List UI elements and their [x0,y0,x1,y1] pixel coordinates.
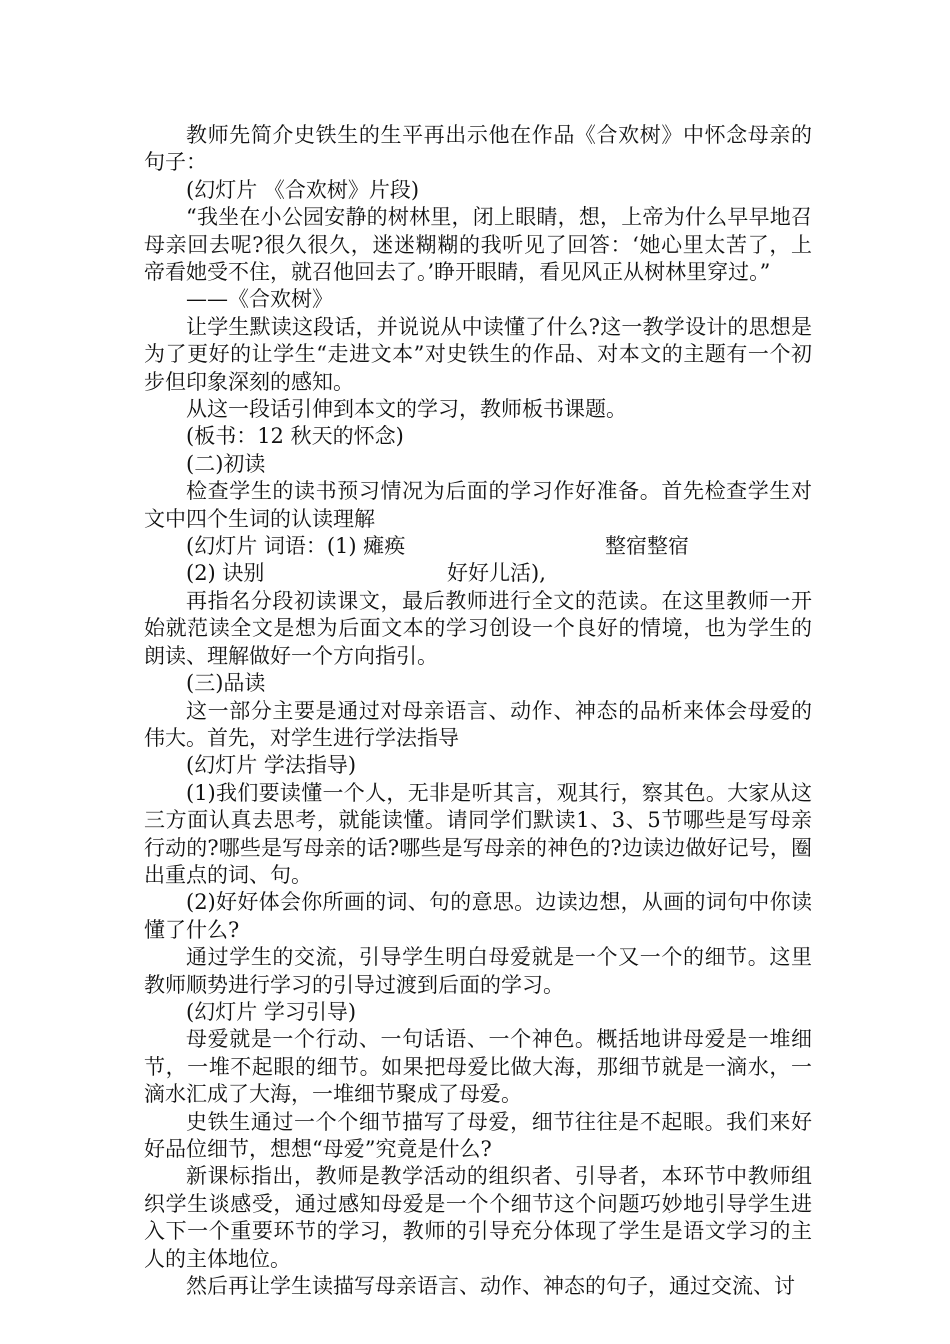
paragraph-slide-guide: (幻灯片 学习引导) [186,999,357,1024]
paragraph-final: 然后再让学生读描写母亲语言、动作、神态的句子，通过交流、讨 [186,1274,795,1299]
vocab-row-1-word2: 整宿整宿 [605,534,689,559]
paragraph-quote: “我坐在小公园安静的树林里，闭上眼睛，想，上帝为什么早早地召母亲回去呢?很久很久，迷迷糊糊的我听见了回答：‘她心里太苦了，上帝看她受不住，就召他回去了。’睁开眼睛，看见风正从树林里穿过。” [144,205,812,285]
vocab-row-2-word2: 好好儿活), [447,561,546,586]
section-heading-close-reading: (三)品读 [186,671,266,696]
document-body [144,122,812,1300]
vocab-row-1 [144,533,812,560]
paragraph-method-intro: 这一部分主要是通过对母亲语言、动作、神态的品析来体会母爱的伟大。首先，对学生进行学法指导 [144,698,812,750]
paragraph-intro: 教师先简介史铁生的生平再出示他在作品《合欢树》中怀念母亲的句子： [144,123,812,175]
paragraph-check-preview: 检查学生的读书预习情况为后面的学习作好准备。首先检查学生对文中四个生词的认读理解 [144,479,812,531]
paragraph-mother-love: 母爱就是一个行动、一句话语、一个神色。概括地讲母爱是一堆细节，一堆不起眼的细节。如果把母爱比做大海，那细节就是一滴水，一滴水汇成了大海，一堆细节聚成了母爱。 [144,1027,812,1107]
paragraph-board: (板书：12 秋天的怀念) [186,424,404,449]
paragraph-curriculum: 新课标指出，教师是教学活动的组织者、引导者，本环节中教师组织学生谈感受，通过感知母爱是一个个细节这个问题巧妙地引导学生进入下一个重要环节的学习，教师的引导充分体现了学生是语文学习的主人的主体地位。 [144,1164,812,1271]
vocab-row-1-prefix: (幻灯片 词语：(1) 瘫痪 [186,534,406,559]
paragraph-method-1: (1)我们要读懂一个人，无非是听其言，观其行，察其色。大家从这三方面认真去思考，就能读懂。请同学们默读1、3、5节哪些是写母亲行动的?哪些是写母亲的话?哪些是写母亲的神色的?边读边做好记号，圈出重点的词、句。 [144,780,812,887]
vocab-row-2-prefix: (2) 诀别 [186,561,265,586]
paragraph-quote-source: ——《合欢树》 [186,287,333,312]
paragraph-slide-method: (幻灯片 学法指导) [186,753,357,778]
vocab-row-2 [144,560,812,587]
paragraph-silent-reading: 让学生默读这段话，并说说从中读懂了什么?这一教学设计的思想是为了更好的让学生“走进文本”对史铁生的作品、对本文的主题有一个初步但印象深刻的感知。 [144,314,812,394]
paragraph-extend: 从这一段话引伸到本文的学习，教师板书课题。 [186,397,627,422]
paragraph-method-2: (2)好好体会你所画的词、句的意思。边读边想，从画的词句中你读懂了什么? [144,890,812,942]
paragraph-model-reading: 再指名分段初读课文，最后教师进行全文的范读。在这里教师一开始就范读全文是想为后面文本的学习创设一个良好的情境，也为学生的朗读、理解做好一个方向指引。 [144,588,812,668]
paragraph-details: 史铁生通过一个个细节描写了母爱，细节往往是不起眼。我们来好好品位细节，想想“母爱”究竟是什么? [144,1109,812,1161]
section-heading-first-reading: (二)初读 [186,451,266,476]
paragraph-slide-title: (幻灯片 《合欢树》片段) [186,177,420,202]
paragraph-exchange: 通过学生的交流，引导学生明白母爱就是一个又一个的细节。这里教师顺势进行学习的引导过渡到后面的学习。 [144,945,812,997]
